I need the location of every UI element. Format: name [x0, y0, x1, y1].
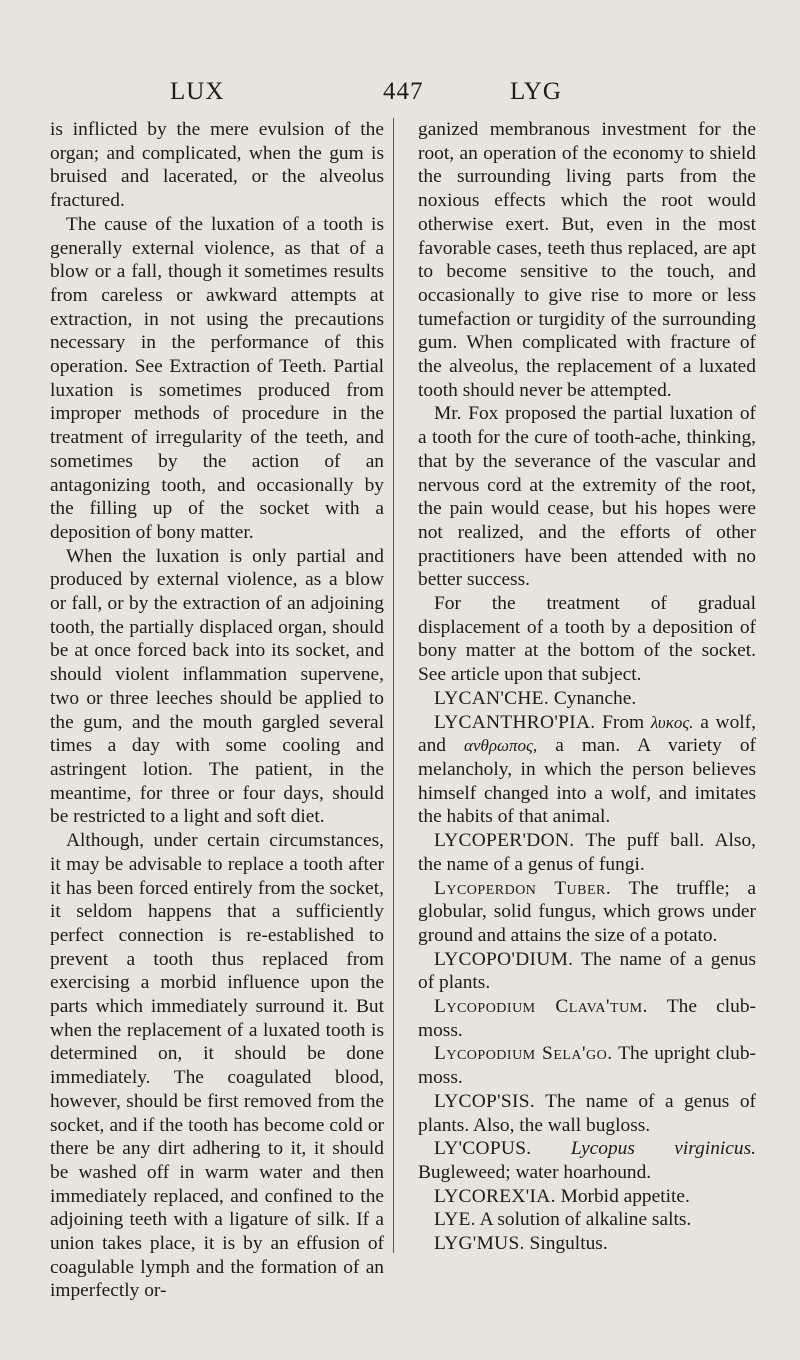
entry-text: The name of a genus of plants. Also, the wall bugloss. [418, 1090, 757, 1136]
entry-italic-text: Lycopus virginicus. [570, 1138, 756, 1160]
dictionary-entry [418, 877, 756, 948]
entry-headword: LYE. [434, 1209, 476, 1231]
right-column [418, 118, 756, 1256]
dictionary-entry [418, 1137, 756, 1184]
paragraph: ganized membranous investment for the root, an operation of the economy to shield the surrounding living parts from the noxious effects which the root would otherwise exert. But, even in the most favorable cases, teeth thus replaced, are apt to become sensitive to the touch, and occasionally to give rise to more or less tumefaction or turgidity of the surrounding gum. When complicated with fracture of the alveolus, the replacement of a luxated tooth should never be attempted. [418, 119, 756, 401]
entry-text: The name of a genus of plants. [418, 948, 757, 994]
entry-text: The puff ball. Also, the name of a genus of fungi. [418, 830, 757, 875]
entry-headword: LYCOPO'DIUM. [434, 948, 574, 970]
entry-headword: LYCANTHRO'PIA. [434, 711, 596, 733]
column-divider [393, 118, 394, 1253]
greek-word: ανθρωπος, [464, 736, 538, 756]
running-header [0, 78, 800, 108]
header-right-guideword: LYG [510, 78, 562, 105]
entry-text: Morbid appetite. [560, 1185, 690, 1207]
dictionary-entry [418, 1208, 756, 1232]
paragraph: Mr. Fox proposed the partial luxation of a tooth for the cure of tooth-ache, thinking, that by the severance of the vascular and nervous cord at the extremity of the root, the pain would cease, but his hopes were not realized, and the efforts of other practitioners have been attended with no better success. [418, 403, 756, 591]
dictionary-entry [418, 948, 756, 995]
entry-headword: LYCAN'CHE. [434, 687, 549, 709]
paragraph: For the treatment of gradual displacement of a tooth by a deposition of bony matter at the bottom of the socket. See article upon that subject. [418, 593, 756, 686]
entry-headword: LYCOPER'DON. [434, 830, 575, 852]
paragraph: The cause of the luxation of a tooth is generally external violence, as that of a blow or a fall, though it sometimes results from careless or awkward attempts at extraction, in not using the precautions necessary in the performance of this operation. See Extraction of Teeth. Partial luxation is sometimes produced from improper methods of procedure in the treatment of irregularity of the teeth, and sometimes by the action of an antagonizing tooth, and occasionally by the filling up of the socket with a deposition of bony matter. [50, 213, 384, 543]
entry-text: a man. A variety of melancholy, in which the person believes himself changed into a wolf, and imitates the habits of that animal. [418, 735, 756, 828]
entry-text: The club-moss. [418, 996, 757, 1041]
dictionary-entry [418, 1232, 756, 1256]
entry-text: From [602, 711, 645, 733]
entry-text: A solution of alkaline salts. [479, 1209, 692, 1231]
dictionary-entry [418, 1185, 756, 1209]
dictionary-entry [418, 829, 756, 876]
dictionary-entry [418, 711, 756, 830]
entry-headword: Lycopodium Sela'go. [434, 1043, 613, 1065]
entry-headword: LYG'MUS. [434, 1233, 525, 1255]
entry-headword: Lycoperdon Tuber. [434, 877, 612, 899]
dictionary-entry [418, 687, 756, 711]
dictionary-entry [418, 1090, 756, 1137]
entry-text: Bugleweed; water hoarhound. [418, 1161, 652, 1183]
entry-text: Singultus. [529, 1233, 608, 1255]
dictionary-entry [418, 1042, 756, 1089]
dictionary-entry [418, 995, 756, 1042]
entry-headword: LYCOREX'IA. [434, 1185, 556, 1207]
greek-word: λυκος. [650, 712, 694, 732]
entry-text: a wolf, and [418, 711, 756, 757]
entry-text: The upright club-moss. [418, 1043, 756, 1089]
entry-headword: Lycopodium Clava'tum. [434, 996, 648, 1018]
entry-text: Cynanche. [553, 687, 637, 709]
page-number: 447 [383, 78, 424, 105]
entry-text: The truffle; a globular, solid fungus, which grows under ground and attains the size of a potato. [418, 877, 756, 946]
left-column [50, 118, 384, 1303]
paragraph: When the luxation is only partial and produced by external violence, as a blow or fall, or by the extraction of an adjoining tooth, the partially displaced organ, should be at once forced back into its socket, and should violent inflammation supervene, two or three leeches should be applied to the gum, and the mouth gargled several times a day with some cooling and astringent lotion. The patient, in the meantime, for three or four days, should be restricted to a light and soft diet. [50, 545, 384, 828]
entry-headword: LYCOP'SIS. [434, 1090, 535, 1112]
paragraph: Although, under certain circumstances, it may be advisable to replace a tooth after it has been forced entirely from the socket, it seldom happens that a sufficiently perfect connection is re-established to prevent a tooth thus replaced from exercising a morbid influence upon the parts which immediately surround it. But when the replacement of a luxated tooth is determined on, it should be done immediately. The coagulated blood, however, should be first removed from the socket, and if the tooth has become cold or there be any dirt adhering to it, it should be washed off in warm water and then immediately replaced, and confined to the adjoining teeth with a ligature of silk. If a union takes place, it is by an effusion of coagulable lymph and the formation of an imperfectly or- [50, 830, 384, 1302]
header-left-guideword: LUX [170, 78, 225, 105]
paragraph: is inflicted by the mere evulsion of the organ; and complicated, when the gum is bruised and lacerated, or the alveolus fractured. [50, 119, 384, 212]
entry-headword: LY'COPUS. [434, 1138, 532, 1160]
